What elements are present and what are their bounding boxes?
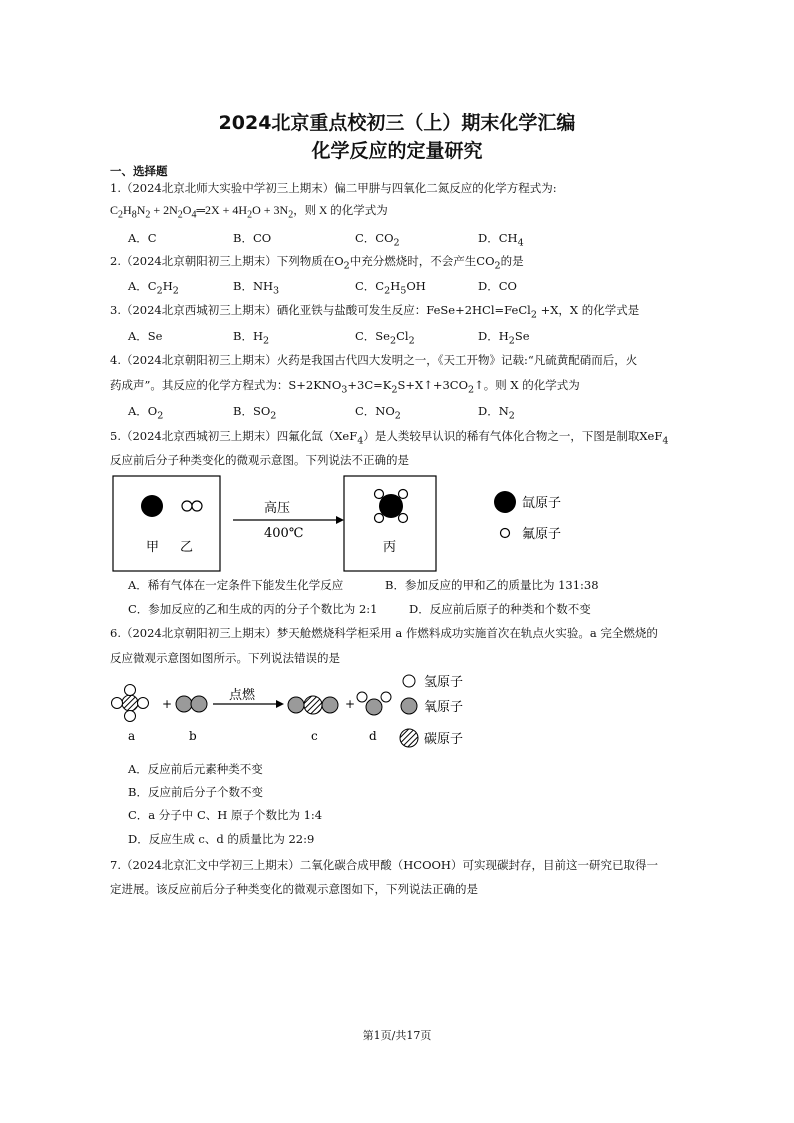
q4-option-a[interactable]: A．$O_2$ <box>128 404 164 422</box>
q5-label-yi: 乙 <box>180 540 194 555</box>
oxygen-atom <box>176 696 192 712</box>
q5-cond-bottom: 400℃ <box>264 526 304 541</box>
page-footer: 第1页/共17页 <box>362 1029 432 1042</box>
q5-reactant-box <box>113 476 220 571</box>
q1-option-a[interactable]: A．C <box>128 231 157 245</box>
q1-equation-formula: $C_2H_8N_2$ + $2N_2O_4═2X + 4H_2O + 3N_2$ <box>110 203 294 221</box>
q6-stem-line1: 6.（2024北京朝阳初三上期末）梦天舱燃烧科学柜采用 a 作燃料成功实施首次在轨点火实验。a 完全燃烧的 <box>110 626 658 640</box>
q6-option-a[interactable]: A．反应前后元素种类不变 <box>128 762 263 776</box>
q5-product-box <box>344 476 436 571</box>
q6-stem-line2: 反应微观示意图如图所示。下列说法错误的是 <box>110 651 340 665</box>
legend-hydrogen-icon <box>403 675 415 687</box>
doc-title: 2024北京重点校初三（上）期末化学汇编 <box>218 112 576 134</box>
legend-carbon-icon <box>400 729 418 747</box>
hydrogen-atom <box>138 698 149 709</box>
q6-option-c[interactable]: C．a 分子中 C、H 原子个数比为 1:4 <box>128 808 323 822</box>
q5-label-jia: 甲 <box>146 540 160 555</box>
q2-option-a[interactable]: A．$C_2H_2$ <box>128 279 179 297</box>
hydrogen-atom <box>357 692 367 702</box>
q5-cond-top: 高压 <box>264 501 291 516</box>
q5-stem-line1: 5.（2024北京西城初三上期末）四氟化氙（XeF$_4$）是人类较早认识的稀有气体化合物之一，下图是制取XeF$_4$ <box>110 429 669 447</box>
section-heading: 一、选择题 <box>110 164 168 178</box>
q6-option-b[interactable]: B．反应前后分子个数不变 <box>128 785 263 799</box>
q6-label-a: a <box>128 729 136 743</box>
legend-xenon-icon <box>494 491 516 513</box>
q5-option-a[interactable]: A．稀有气体在一定条件下能发生化学反应 <box>128 578 344 592</box>
q3-option-a[interactable]: A．Se <box>128 329 163 343</box>
arrow-head <box>276 700 284 708</box>
fluorine-atom <box>375 514 384 523</box>
legend-carbon-label: 碳原子 <box>424 732 464 747</box>
carbon-atom <box>304 696 322 714</box>
oxygen-atom <box>288 697 304 713</box>
xenon-atom-jia <box>141 495 163 517</box>
q2-option-b[interactable]: B．$NH_3$ <box>233 279 280 297</box>
q4-option-c[interactable]: C．$NO_2$ <box>355 404 401 422</box>
q1-stem: 1.（2024北京北师大实验中学初三上期末）偏二甲肼与四氧化二氮反应的化学方程式为: <box>110 181 557 195</box>
q6-label-d: d <box>369 729 377 743</box>
q2-option-d[interactable]: D．CO <box>478 279 517 293</box>
q3-option-b[interactable]: B．$H_2$ <box>233 329 270 347</box>
q5-option-c[interactable]: C．参加反应的乙和生成的丙的分子个数比为 2:1 <box>128 602 378 616</box>
q5-stem-line2: 反应前后分子种类变化的微观示意图。下列说法不正确的是 <box>110 453 409 467</box>
hydrogen-atom <box>125 711 136 722</box>
q6-diagram <box>112 675 464 747</box>
q5-label-bing: 丙 <box>383 540 397 555</box>
q1-option-c[interactable]: C．$CO_2$ <box>355 231 400 249</box>
fluorine-atom <box>375 490 384 499</box>
doc-subtitle: 化学反应的定量研究 <box>311 140 483 162</box>
q4-stem-line1: 4.（2024北京朝阳初三上期末）火药是我国古代四大发明之一，《天工开物》记载:“凡硫黄配硝而后，火 <box>110 353 638 367</box>
q4-option-b[interactable]: B．$SO_2$ <box>233 404 277 422</box>
hydrogen-atom <box>112 698 123 709</box>
q7-stem-line2: 定进展。该反应前后分子种类变化的微观示意图如下，下列说法正确的是 <box>110 882 478 896</box>
q1-option-b[interactable]: B．CO <box>233 231 272 245</box>
q6-label-c: c <box>311 729 318 743</box>
legend-oxygen-icon <box>401 698 417 714</box>
plus-sign: + <box>162 697 173 711</box>
q6-label-b: b <box>189 729 197 743</box>
q6-cond: 点燃 <box>229 688 256 703</box>
legend-fluorine-icon <box>501 529 510 538</box>
q1-option-d[interactable]: D．$CH_4$ <box>478 231 524 249</box>
hydrogen-atom <box>381 692 391 702</box>
q2-stem: 2.（2024北京朝阳初三上期末）下列物质在$O_2$中充分燃烧时，不会产生$CO_2$的是 <box>110 254 524 272</box>
carbon-atom <box>122 695 138 711</box>
q4-option-d[interactable]: D．$N_2$ <box>478 404 515 422</box>
fluorine-atom <box>399 490 408 499</box>
fluorine-atom <box>192 501 202 511</box>
fluorine-atom <box>399 514 408 523</box>
hydrogen-atom <box>125 685 136 696</box>
q3-stem: 3.（2024北京西城初三上期末）硒化亚铁与盐酸可发生反应：FeSe+2HCl=FeCl$_2$ +X，X 的化学式是 <box>110 303 640 321</box>
oxygen-atom <box>191 696 207 712</box>
q4-stem-line2: 药成声”。其反应的化学方程式为：$S+2KNO_3+3C=K_2S+X↑+3CO_2↑$。则 X 的化学式为 <box>110 378 580 396</box>
q6-option-d[interactable]: D．反应生成 c、d 的质量比为 22:9 <box>128 832 315 846</box>
plus-sign: + <box>345 697 356 711</box>
fluorine-atom <box>182 501 192 511</box>
oxygen-atom <box>366 699 382 715</box>
legend-hydrogen-label: 氢原子 <box>424 675 464 690</box>
legend-oxygen-label: 氧原子 <box>424 700 464 715</box>
q5-option-b[interactable]: B．参加反应的甲和乙的质量比为 131:38 <box>385 578 599 592</box>
q7-stem-line1: 7.（2024北京汇文中学初三上期末）二氧化碳合成甲酸（HCOOH）可实现碳封存，目前这一研究已取得一 <box>110 858 658 872</box>
q2-option-c[interactable]: C．$C_2H_5OH$ <box>355 279 426 297</box>
q3-option-d[interactable]: D．$H_2Se$ <box>478 329 530 347</box>
q5-option-d[interactable]: D．反应前后原子的种类和个数不变 <box>409 602 591 616</box>
oxygen-atom <box>322 697 338 713</box>
legend-fluorine-label: 氟原子 <box>522 527 562 542</box>
legend-xenon-label: 氙原子 <box>522 496 562 511</box>
arrow-head <box>336 516 344 524</box>
q1-equation-tail: ，则 X 的化学式为 <box>293 205 388 217</box>
q3-option-c[interactable]: C．$Se_2Cl_2$ <box>355 329 415 347</box>
